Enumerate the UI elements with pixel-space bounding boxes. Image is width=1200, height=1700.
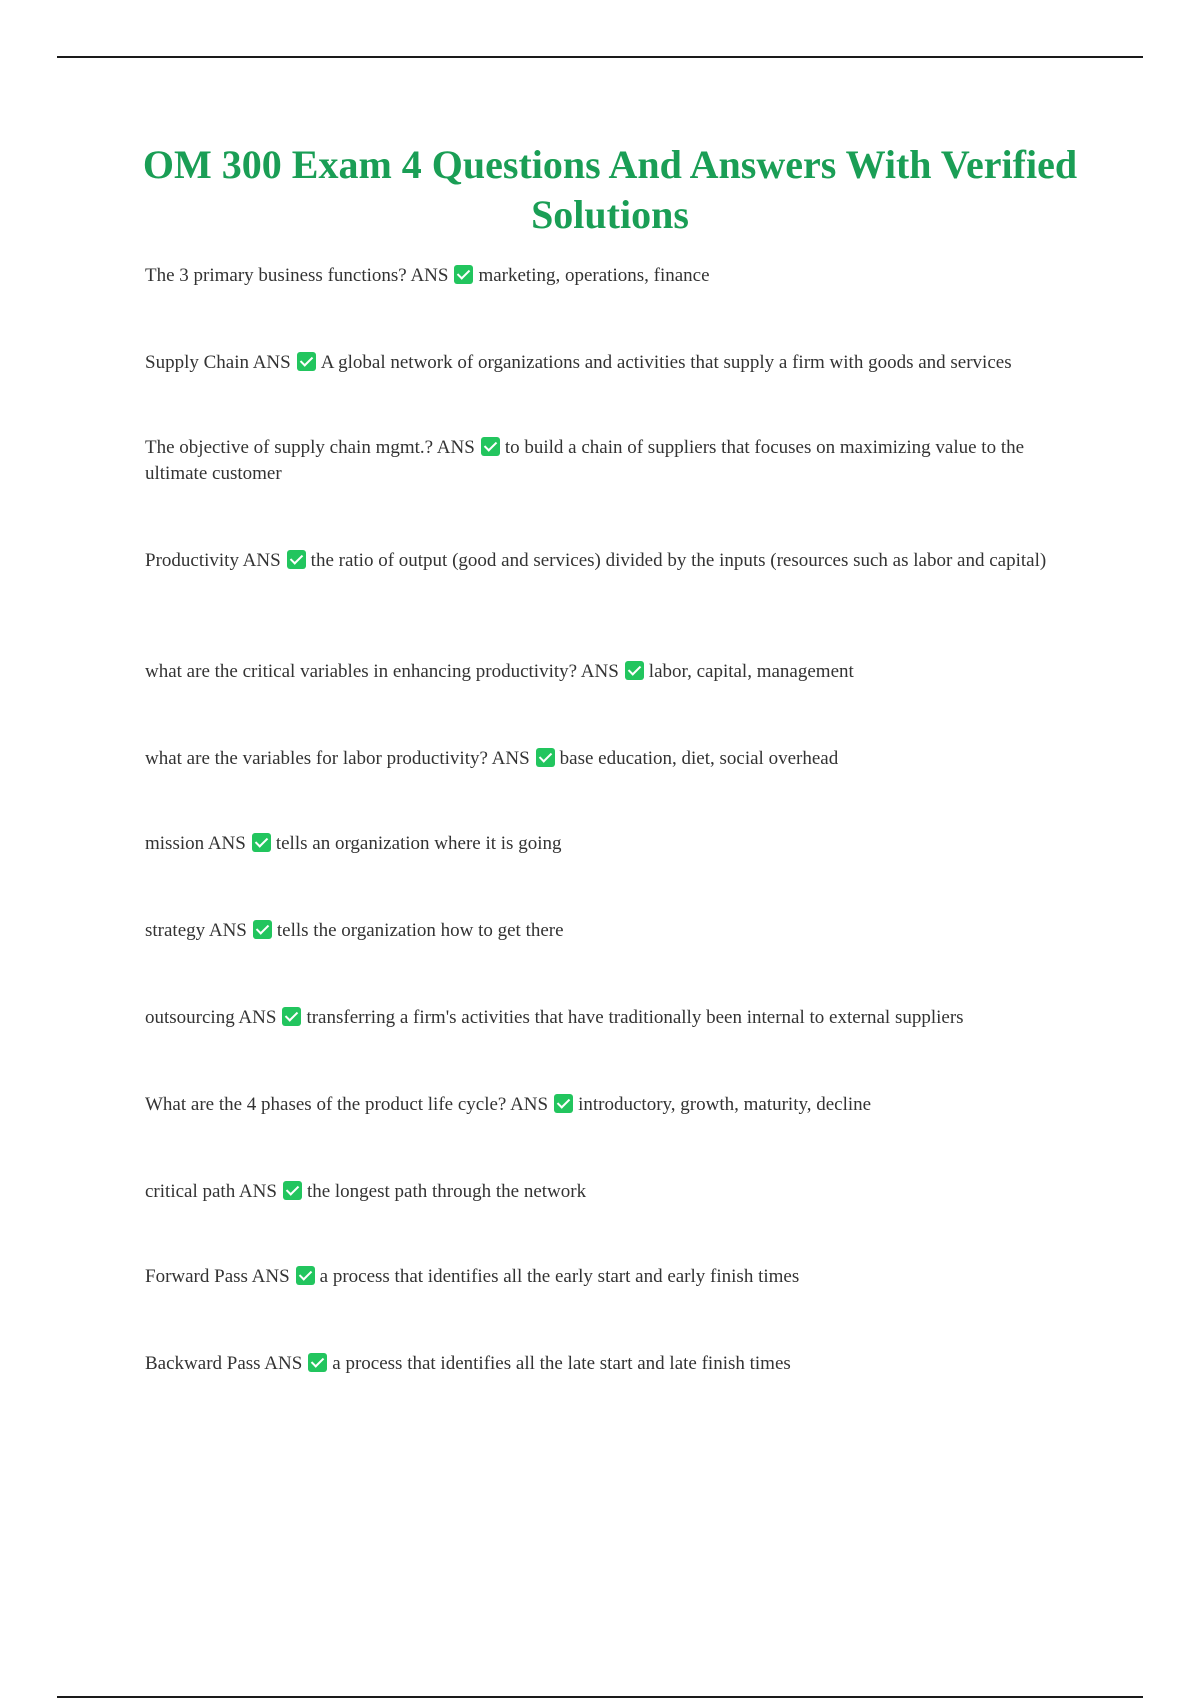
- qa-item: [145, 1005, 1085, 1031]
- check-box-icon: [296, 1266, 315, 1285]
- question-text: outsourcing: [145, 1007, 235, 1028]
- check-box-icon: [282, 1007, 301, 1026]
- ans-label: ANS: [491, 748, 530, 769]
- answer-text: tells the organization how to get there: [276, 920, 564, 941]
- qa-item: [145, 1179, 1085, 1205]
- top-rule: [57, 56, 1143, 58]
- answer-text: a process that identifies all the early start and early finish times: [319, 1266, 800, 1287]
- ans-label: ANS: [207, 833, 246, 854]
- qa-item: [145, 1351, 1085, 1377]
- ans-label: ANS: [410, 265, 449, 286]
- ans-label: ANS: [580, 661, 619, 682]
- qa-item: [145, 548, 1085, 574]
- qa-item: [145, 350, 1085, 376]
- question-text: Supply Chain: [145, 352, 249, 373]
- question-text: what are the critical variables in enhancing productivity?: [145, 661, 578, 682]
- answer-text: a process that identifies all the late start and late finish times: [332, 1353, 791, 1374]
- check-box-icon: [554, 1094, 573, 1113]
- check-box-icon: [308, 1353, 327, 1372]
- ans-label: ANS: [238, 1007, 277, 1028]
- answer-text: introductory, growth, maturity, decline: [578, 1094, 872, 1115]
- check-box-icon: [625, 661, 644, 680]
- qa-item: [145, 659, 1085, 685]
- qa-item: [145, 263, 1085, 289]
- ans-label: ANS: [242, 550, 281, 571]
- question-text: What are the 4 phases of the product life cycle?: [145, 1094, 507, 1115]
- check-box-icon: [252, 833, 271, 852]
- ans-label: ANS: [436, 437, 475, 458]
- answer-text: the longest path through the network: [306, 1181, 587, 1202]
- check-box-icon: [297, 352, 316, 371]
- question-text: critical path: [145, 1181, 236, 1202]
- ans-label: ANS: [251, 1266, 290, 1287]
- bottom-rule: [57, 1696, 1143, 1698]
- ans-label: ANS: [264, 1353, 303, 1374]
- answer-text: marketing, operations, finance: [478, 265, 710, 286]
- question-text: mission: [145, 833, 205, 854]
- answer-text: the ratio of output (good and services) divided by the inputs (resources such as labor and capital): [310, 550, 1047, 571]
- question-text: what are the variables for labor productivity?: [145, 748, 488, 769]
- question-text: Productivity: [145, 550, 239, 571]
- check-box-icon: [454, 265, 473, 284]
- ans-label: ANS: [208, 920, 247, 941]
- check-box-icon: [481, 437, 500, 456]
- question-text: The 3 primary business functions?: [145, 265, 407, 286]
- check-box-icon: [253, 920, 272, 939]
- question-text: Backward Pass: [145, 1353, 261, 1374]
- ans-label: ANS: [252, 352, 291, 373]
- qa-item: [145, 1264, 1085, 1290]
- question-text: The objective of supply chain mgmt.?: [145, 437, 434, 458]
- qa-item: [145, 435, 1085, 487]
- answer-text: A global network of organizations and activities that supply a firm with goods and services: [320, 352, 1012, 373]
- check-box-icon: [536, 748, 555, 767]
- question-text: Forward Pass: [145, 1266, 248, 1287]
- check-box-icon: [283, 1181, 302, 1200]
- qa-item: [145, 918, 1085, 944]
- qa-item: [145, 1092, 1085, 1118]
- qa-item: [145, 746, 1085, 772]
- answer-text: base education, diet, social overhead: [559, 748, 839, 769]
- answer-text: to build a chain of suppliers that focuses on maximizing value to the ultimate customer: [145, 437, 1025, 484]
- answer-text: tells an organization where it is going: [275, 833, 562, 854]
- question-text: strategy: [145, 920, 206, 941]
- ans-label: ANS: [238, 1181, 277, 1202]
- ans-label: ANS: [510, 1094, 549, 1115]
- qa-item: [145, 831, 1085, 857]
- answer-text: labor, capital, management: [648, 661, 854, 682]
- answer-text: transferring a firm's activities that have traditionally been internal to external suppliers: [306, 1007, 964, 1028]
- check-box-icon: [287, 550, 306, 569]
- document-title: OM 300 Exam 4 Questions And Answers With Verified Solutions: [142, 142, 1078, 237]
